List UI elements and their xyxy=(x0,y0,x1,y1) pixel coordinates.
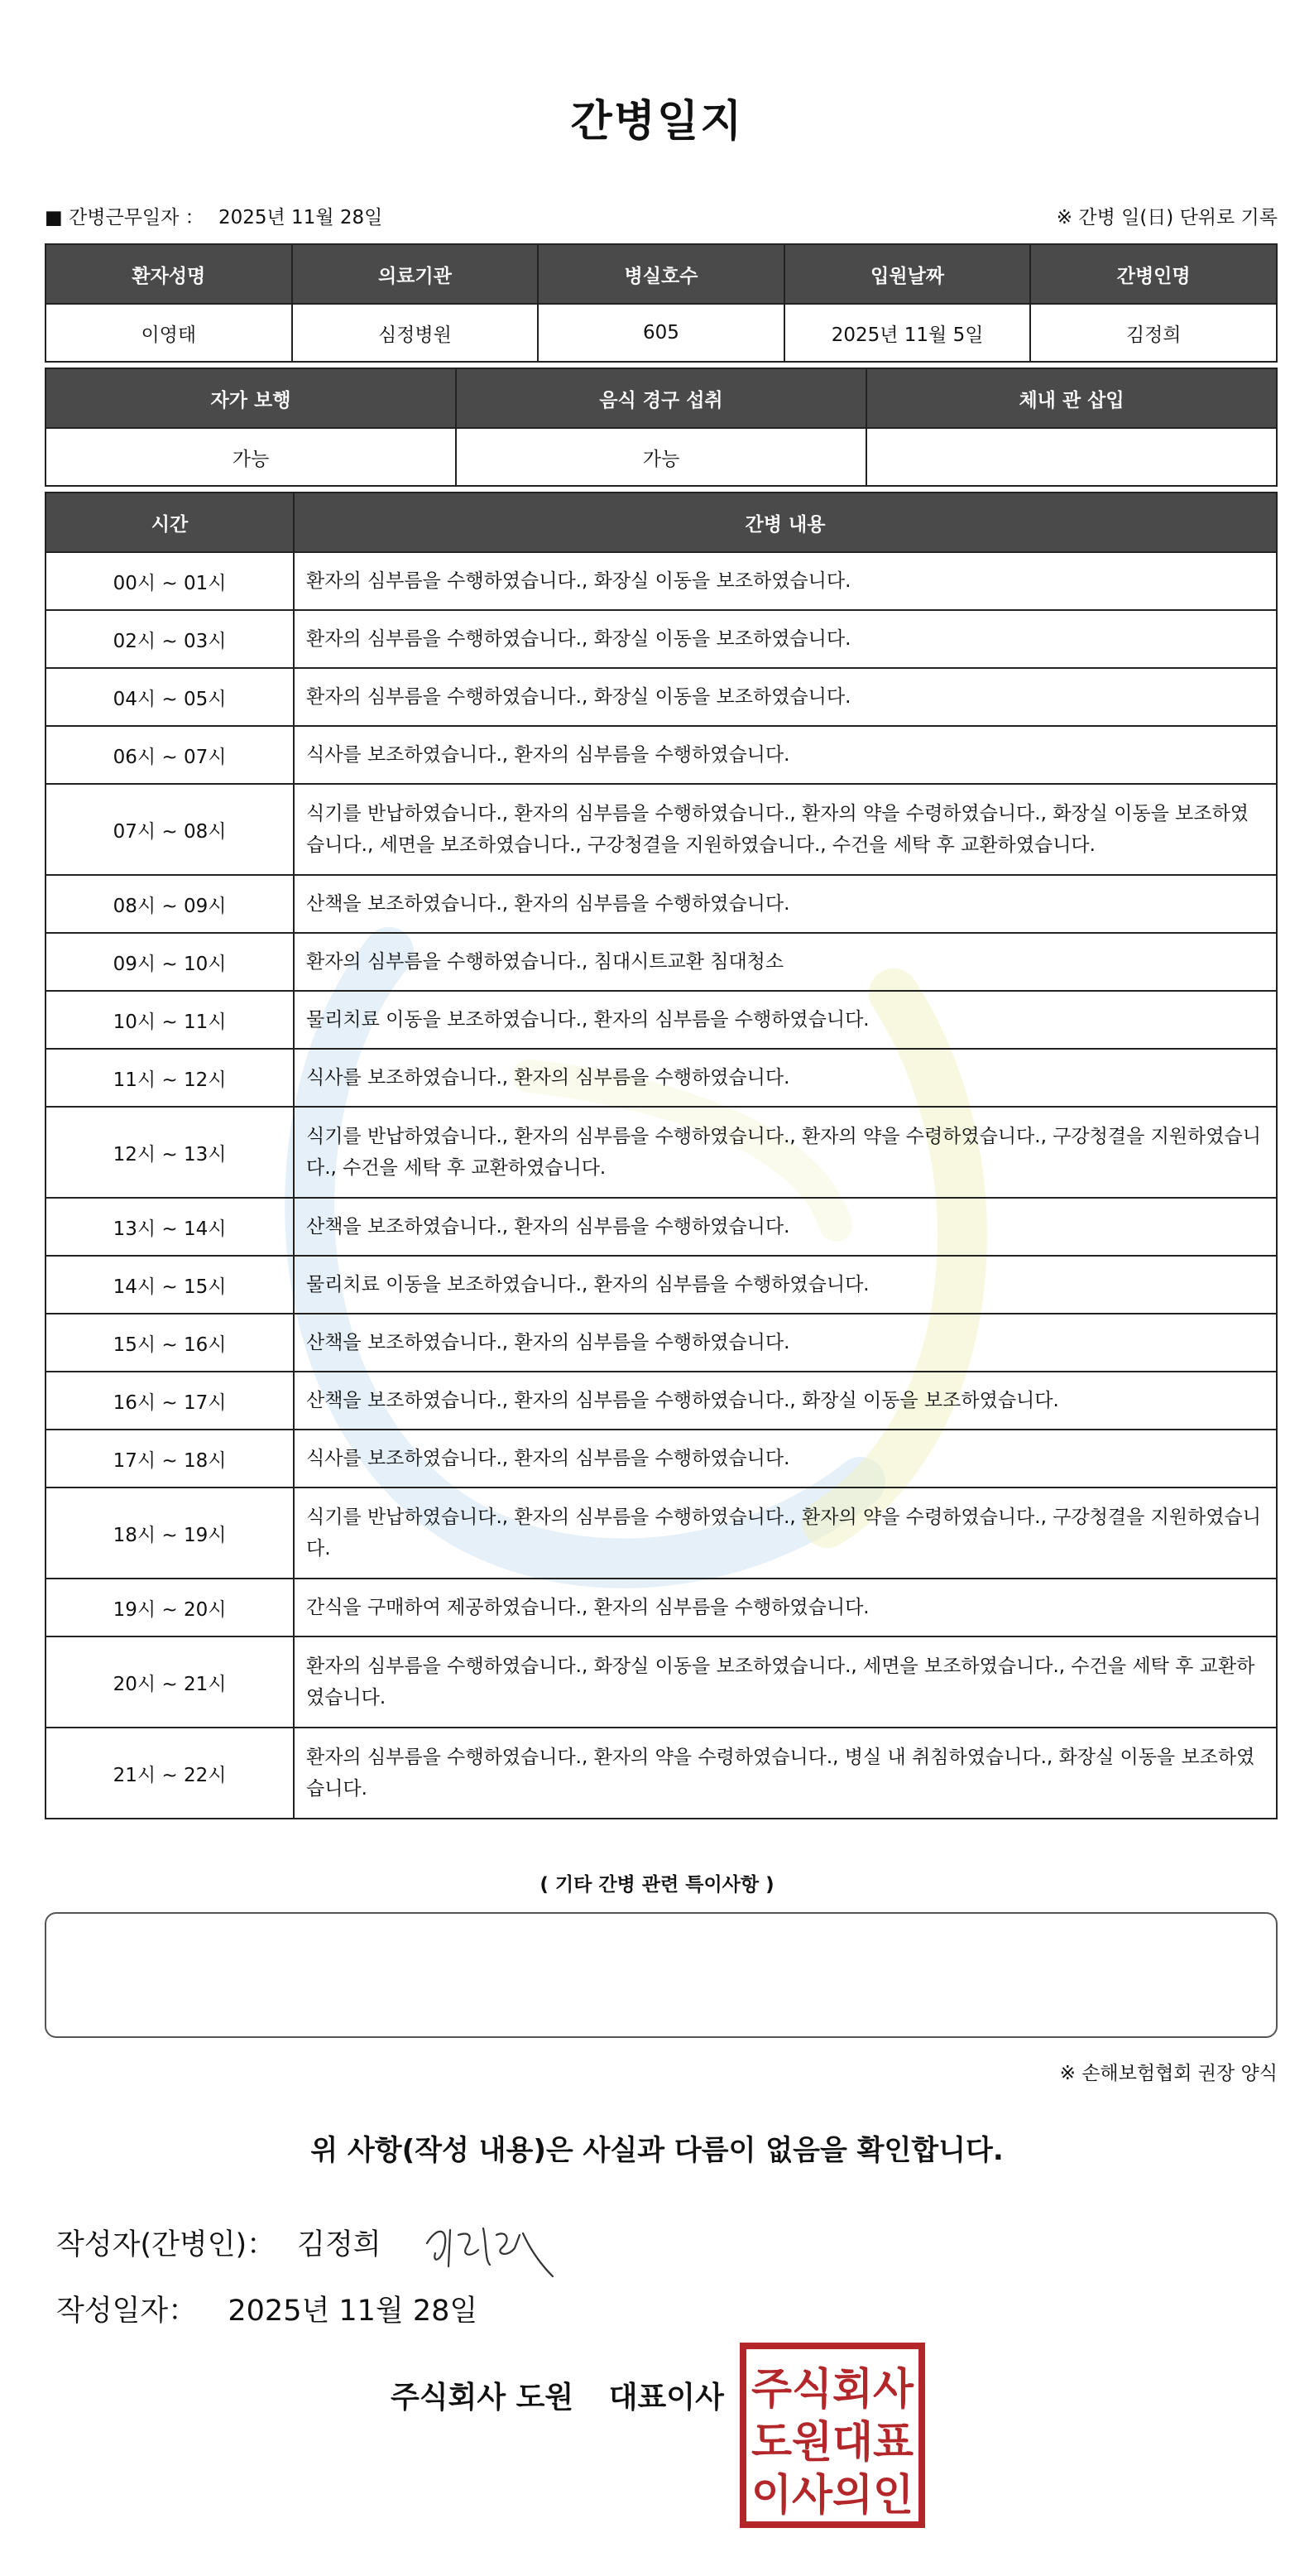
seal-line-3: 이사의인 xyxy=(751,2471,914,2521)
row-time: 17시 ~ 18시 xyxy=(46,1430,294,1487)
row-time: 02시 ~ 03시 xyxy=(46,610,294,668)
write-date-line xyxy=(56,2288,477,2329)
table-row xyxy=(46,1728,1277,1819)
table-row xyxy=(46,1430,1277,1487)
table-row xyxy=(46,1636,1277,1728)
row-time: 00시 ~ 01시 xyxy=(46,552,294,610)
header-care-content: 간병 내용 xyxy=(294,493,1277,552)
notes-title: ( 기타 간병 관련 특이사항 ) xyxy=(540,1874,774,1896)
header-oral-intake: 음식 경구 섭취 xyxy=(456,368,866,428)
care-log-table xyxy=(45,492,1278,1819)
row-content: 환자의 심부름을 수행하였습니다., 환자의 약을 수령하였습니다., 병실 내 취침하였습니다., 화장실 이동을 보조하였습니다. xyxy=(294,1728,1277,1819)
row-content: 환자의 심부름을 수행하였습니다., 화장실 이동을 보조하였습니다. xyxy=(294,552,1277,610)
work-date-label: ■ 간병근무일자 ： xyxy=(45,206,204,228)
patient-info-table xyxy=(45,243,1278,363)
row-time: 11시 ~ 12시 xyxy=(46,1049,294,1107)
row-time: 08시 ~ 09시 xyxy=(46,875,294,933)
row-content: 산책을 보조하였습니다., 환자의 심부름을 수행하였습니다. xyxy=(294,1198,1277,1256)
record-note: ※ 간병 일(日) 단위로 기록 xyxy=(1056,206,1278,228)
table-row xyxy=(46,1107,1277,1198)
header-hospital: 의료기관 xyxy=(292,244,539,304)
row-time: 07시 ~ 08시 xyxy=(46,784,294,875)
row-time: 12시 ~ 13시 xyxy=(46,1107,294,1198)
write-date-label: 작성일자： xyxy=(56,2295,198,2328)
row-content: 식기를 반납하였습니다., 환자의 심부름을 수행하였습니다., 환자의 약을 수령하였습니다., 화장실 이동을 보조하였습니다., 세면을 보조하였습니다., 구강청결을 지원하였습니다., 수건을 세탁 후 교환하였습니다. xyxy=(294,784,1277,875)
row-content: 환자의 심부름을 수행하였습니다., 화장실 이동을 보조하였습니다., 세면을 보조하였습니다., 수건을 세탁 후 교환하였습니다. xyxy=(294,1636,1277,1728)
work-date xyxy=(45,202,391,229)
company-seal xyxy=(738,2341,927,2530)
table-row xyxy=(46,726,1277,784)
table-row xyxy=(46,933,1277,991)
table-row xyxy=(46,1487,1277,1579)
admission-date: 2025년 11월 5일 xyxy=(784,304,1031,362)
table-row xyxy=(46,875,1277,933)
row-time: 04시 ~ 05시 xyxy=(46,668,294,726)
header-room: 병실호수 xyxy=(538,244,784,304)
row-content: 산책을 보조하였습니다., 환자의 심부름을 수행하였습니다., 화장실 이동을 보조하였습니다. xyxy=(294,1372,1277,1430)
writer-name: 김정희 xyxy=(297,2228,381,2261)
work-date-value: 2025년 11월 28일 xyxy=(218,206,383,228)
row-content: 환자의 심부름을 수행하였습니다., 화장실 이동을 보조하였습니다. xyxy=(294,610,1277,668)
header-walking: 자가 보행 xyxy=(46,368,456,428)
confirm-statement: 위 사항(작성 내용)은 사실과 다름이 없음을 확인합니다. xyxy=(310,2134,1004,2167)
row-content: 식기를 반납하였습니다., 환자의 심부름을 수행하였습니다., 환자의 약을 수령하였습니다., 구강청결을 지원하였습니다. xyxy=(294,1487,1277,1579)
row-time: 06시 ~ 07시 xyxy=(46,726,294,784)
table-row xyxy=(46,1049,1277,1107)
table-row xyxy=(46,1198,1277,1256)
company-line xyxy=(391,2374,749,2416)
header-patient-name: 환자성명 xyxy=(46,244,292,304)
row-time: 13시 ~ 14시 xyxy=(46,1198,294,1256)
page-title: 간병일지 xyxy=(570,97,744,147)
table-row xyxy=(46,991,1277,1049)
row-time: 19시 ~ 20시 xyxy=(46,1579,294,1636)
row-content: 물리치료 이동을 보조하였습니다., 환자의 심부름을 수행하였습니다. xyxy=(294,1256,1277,1314)
row-content: 환자의 심부름을 수행하였습니다., 화장실 이동을 보조하였습니다. xyxy=(294,668,1277,726)
seal-line-2: 도원대표 xyxy=(751,2418,914,2468)
row-content: 환자의 심부름을 수행하였습니다., 침대시트교환 침대청소 xyxy=(294,933,1277,991)
walking-status: 가능 xyxy=(46,428,456,486)
header-tube: 체내 관 삽입 xyxy=(866,368,1277,428)
row-content: 산책을 보조하였습니다., 환자의 심부름을 수행하였습니다. xyxy=(294,1314,1277,1372)
row-time: 09시 ~ 10시 xyxy=(46,933,294,991)
row-time: 16시 ~ 17시 xyxy=(46,1372,294,1430)
table-row xyxy=(46,1314,1277,1372)
hospital: 심정병원 xyxy=(292,304,539,362)
row-time: 15시 ~ 16시 xyxy=(46,1314,294,1372)
row-time: 18시 ~ 19시 xyxy=(46,1487,294,1579)
row-content: 산책을 보조하였습니다., 환자의 심부름을 수행하였습니다. xyxy=(294,875,1277,933)
oral-intake-status: 가능 xyxy=(456,428,866,486)
table-row xyxy=(46,1372,1277,1430)
company-role: 대표이사 xyxy=(608,2381,724,2415)
caregiver-name: 김정희 xyxy=(1030,304,1277,362)
row-content: 식기를 반납하였습니다., 환자의 심부름을 수행하였습니다., 환자의 약을 수령하였습니다., 구강청결을 지원하였습니다., 수건을 세탁 후 교환하였습니다. xyxy=(294,1107,1277,1198)
table-row xyxy=(46,610,1277,668)
row-time: 21시 ~ 22시 xyxy=(46,1728,294,1819)
row-time: 20시 ~ 21시 xyxy=(46,1636,294,1728)
writer-label: 작성자(간병인)： xyxy=(56,2228,276,2261)
room-number: 605 xyxy=(538,304,784,362)
patient-status-table xyxy=(45,368,1278,487)
company-name: 주식회사 도원 xyxy=(391,2381,574,2415)
recommend-note: ※ 손해보험협회 권장 양식 xyxy=(1059,2063,1278,2084)
meta-row xyxy=(45,199,1278,232)
write-date-value: 2025년 11월 28일 xyxy=(228,2295,478,2328)
signature xyxy=(420,2210,561,2285)
writer-line xyxy=(56,2222,381,2263)
header-time: 시간 xyxy=(46,493,294,552)
header-caregiver: 간병인명 xyxy=(1030,244,1277,304)
row-content: 식사를 보조하였습니다., 환자의 심부름을 수행하였습니다. xyxy=(294,1049,1277,1107)
row-time: 10시 ~ 11시 xyxy=(46,991,294,1049)
row-content: 식사를 보조하였습니다., 환자의 심부름을 수행하였습니다. xyxy=(294,1430,1277,1487)
table-row xyxy=(46,1256,1277,1314)
tube-status xyxy=(866,428,1277,486)
table-row xyxy=(46,552,1277,610)
patient-name: 이영태 xyxy=(46,304,292,362)
row-content: 식사를 보조하였습니다., 환자의 심부름을 수행하였습니다. xyxy=(294,726,1277,784)
table-row xyxy=(46,668,1277,726)
table-row xyxy=(46,1579,1277,1636)
table-row xyxy=(46,784,1277,875)
row-content: 간식을 구매하여 제공하였습니다., 환자의 심부름을 수행하였습니다. xyxy=(294,1579,1277,1636)
row-content: 물리치료 이동을 보조하였습니다., 환자의 심부름을 수행하였습니다. xyxy=(294,991,1277,1049)
header-admission-date: 입원날짜 xyxy=(784,244,1031,304)
notes-box[interactable] xyxy=(45,1912,1278,2038)
seal-line-1: 주식회사 xyxy=(751,2365,914,2415)
row-time: 14시 ~ 15시 xyxy=(46,1256,294,1314)
